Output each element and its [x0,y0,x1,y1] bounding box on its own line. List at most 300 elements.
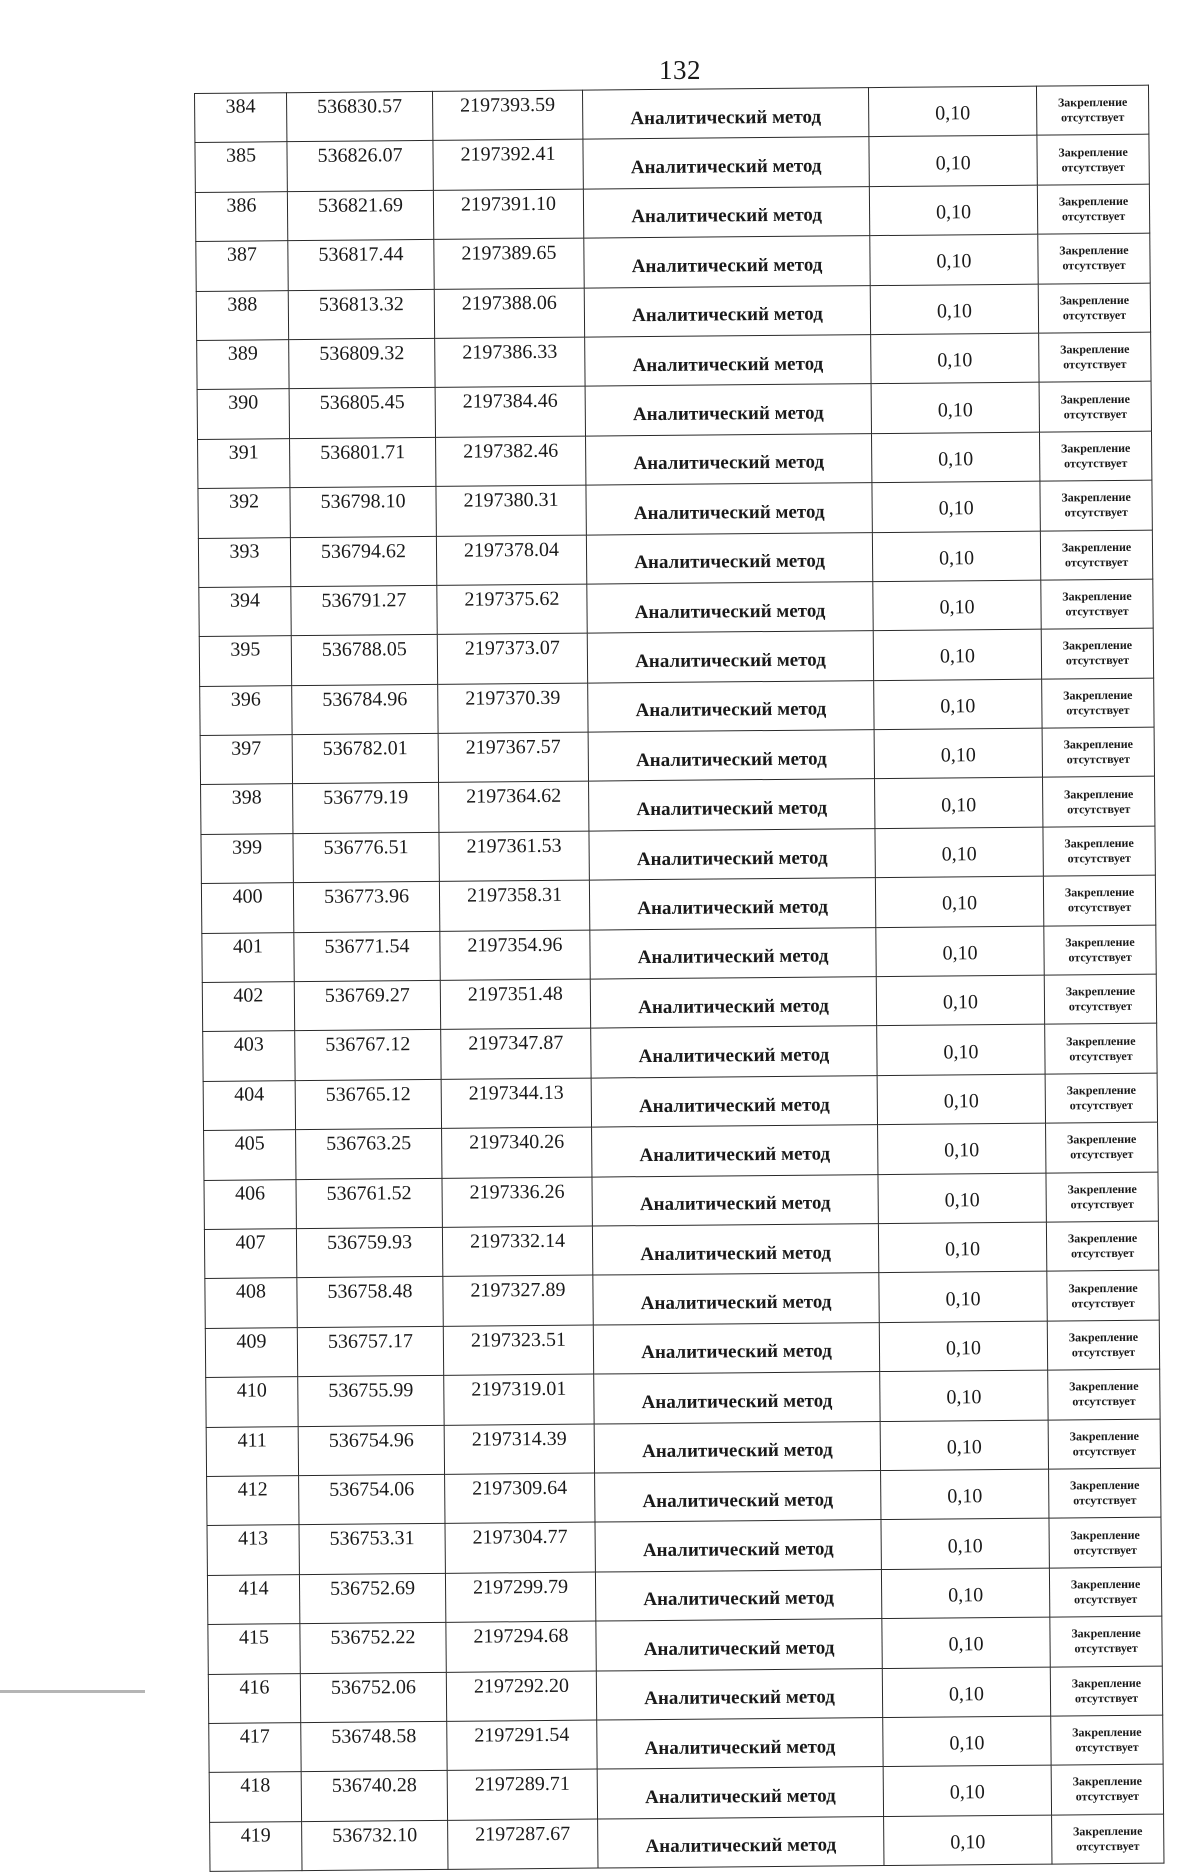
x-coordinate-cell: 536821.69 [287,190,433,241]
table-body [195,85,1164,1871]
x-coordinate-cell: 536767.12 [295,1030,441,1081]
table-row [206,1369,1160,1427]
method-cell: Аналитический метод [595,1470,881,1522]
x-coordinate-cell: 536755.99 [298,1376,444,1427]
fixation-line-1: Закрепление [1064,885,1135,900]
accuracy-cell: 0,10 [874,728,1042,779]
accuracy-cell: 0,10 [877,1025,1045,1076]
fixation-line-1: Закрепление [1060,440,1131,456]
fixation-line-1: Закрепление [1066,1132,1137,1147]
fixation-cell [1038,283,1150,333]
accuracy-cell: 0,10 [883,1716,1051,1767]
table-row [207,1468,1161,1526]
x-coordinate-cell: 536740.28 [301,1771,447,1822]
method-cell: Аналитический метод [586,532,872,584]
fixation-line-2: отсутствует [1074,1690,1139,1706]
table-row [199,579,1153,637]
fixation-cell [1049,1517,1161,1567]
x-coordinate-cell: 536809.32 [289,338,435,389]
fixation-line-2: отсутствует [1066,702,1130,718]
point-number-cell: 410 [206,1377,298,1427]
fixation-line-1: Закрепление [1061,539,1132,555]
fixation-cell [1041,579,1153,629]
accuracy-cell: 0,10 [870,234,1038,285]
method-cell: Аналитический метод [589,828,875,880]
fixation-line-1: Закрепление [1063,737,1133,752]
method-cell: Аналитический метод [594,1372,880,1424]
fixation-line-2: отсутствует [1062,258,1126,273]
y-coordinate-cell: 2197373.07 [437,633,587,684]
accuracy-cell: 0,10 [878,1222,1046,1273]
accuracy-cell: 0,10 [871,382,1039,433]
fixation-line-1: Закрепление [1060,391,1130,406]
method-cell: Аналитический метод [585,335,871,387]
fixation-line-1: Закрепление [1069,1379,1139,1394]
fixation-line-1: Закрепление [1066,1033,1136,1049]
fixation-line-1: Закрепление [1062,588,1132,604]
fixation-cell [1049,1468,1161,1518]
method-cell: Аналитический метод [592,1224,878,1276]
method-cell: Аналитический метод [586,433,872,485]
accuracy-cell: 0,10 [879,1321,1047,1372]
fixation-line-2: отсутствует [1066,752,1131,767]
fixation-line-2: отсутствует [1075,1739,1139,1755]
table-row [197,382,1151,440]
accuracy-cell: 0,10 [882,1617,1050,1668]
fixation-line-2: отсутствует [1062,307,1127,323]
fixation-cell [1050,1616,1162,1666]
method-cell: Аналитический метод [598,1816,884,1868]
point-number-cell: 387 [196,241,288,291]
accuracy-cell: 0,10 [882,1667,1050,1718]
method-cell: Аналитический метод [590,977,876,1029]
fixation-line-2: отсутствует [1063,357,1127,372]
point-number-cell: 406 [204,1179,296,1229]
fixation-line-1: Закрепление [1072,1823,1143,1839]
fixation-line-1: Закрепление [1071,1626,1141,1641]
method-cell: Аналитический метод [584,236,870,288]
fixation-cell [1049,1567,1161,1617]
fixation-cell [1042,727,1154,777]
fixation-cell [1045,1024,1157,1074]
accuracy-cell: 0,10 [873,580,1041,631]
x-coordinate-cell: 536732.10 [302,1820,448,1871]
x-coordinate-cell: 536761.52 [296,1178,442,1229]
accuracy-cell: 0,10 [881,1518,1049,1569]
fixation-line-1: Закрепление [1067,1230,1138,1246]
x-coordinate-cell: 536813.32 [288,289,434,340]
fixation-line-2: отсутствует [1065,603,1129,619]
point-number-cell: 389 [197,340,289,390]
fixation-cell [1044,974,1156,1024]
accuracy-cell: 0,10 [871,333,1039,384]
y-coordinate-cell: 2197392.41 [433,139,583,190]
fixation-line-1: Закрепление [1072,1774,1143,1789]
fixation-line-1: Закрепление [1058,144,1128,160]
table-row [198,530,1152,588]
fixation-line-1: Закрепление [1059,243,1129,258]
point-number-cell: 402 [202,982,294,1032]
fixation-line-2: отсутствует [1061,110,1125,125]
x-coordinate-cell: 536817.44 [288,240,434,291]
x-coordinate-cell: 536771.54 [294,931,440,982]
point-number-cell: 384 [195,93,287,143]
fixation-line-2: отсутствует [1065,653,1130,668]
accuracy-cell: 0,10 [869,185,1037,236]
y-coordinate-cell: 2197294.68 [446,1621,596,1672]
x-coordinate-cell: 536759.93 [296,1227,442,1278]
fixation-cell [1040,530,1152,580]
method-cell: Аналитический метод [596,1619,882,1671]
fixation-line-2: отсутствует [1074,1641,1138,1656]
point-number-cell: 394 [199,587,291,637]
point-number-cell: 416 [208,1673,300,1723]
fixation-line-1: Закрепление [1065,934,1135,950]
x-coordinate-cell: 536752.69 [299,1573,445,1624]
method-cell: Аналитический метод [588,680,874,732]
table-row [209,1764,1163,1822]
accuracy-cell: 0,10 [880,1370,1048,1421]
x-coordinate-cell: 536776.51 [293,832,439,883]
fixation-line-2: отсутствует [1061,159,1125,175]
fixation-line-2: отсутствует [1064,455,1128,471]
method-cell: Аналитический метод [587,631,873,683]
x-coordinate-cell: 536754.06 [299,1474,445,1525]
page-number: 132 [659,55,701,85]
method-cell: Аналитический метод [592,1174,878,1226]
point-number-cell: 385 [195,142,287,192]
table-row [196,233,1150,291]
point-number-cell: 411 [206,1426,298,1476]
accuracy-cell: 0,10 [876,975,1044,1026]
table-row [203,1073,1157,1131]
method-cell: Аналитический метод [585,384,871,436]
fixation-line-1: Закрепление [1069,1477,1140,1493]
method-cell: Аналитический метод [587,582,873,634]
y-coordinate-cell: 2197289.71 [447,1769,597,1820]
table-row [210,1814,1164,1872]
x-coordinate-cell: 536754.96 [298,1425,444,1476]
fixation-cell [1046,1122,1158,1172]
point-number-cell: 401 [202,932,294,982]
method-cell: Аналитический метод [589,878,875,930]
table-row [198,480,1152,538]
point-number-cell: 413 [207,1525,299,1575]
point-number-cell: 409 [205,1327,297,1377]
y-coordinate-cell: 2197336.26 [442,1177,592,1228]
table-row [207,1517,1161,1575]
point-number-cell: 407 [204,1229,296,1279]
accuracy-cell: 0,10 [875,827,1043,878]
fixation-cell [1043,777,1155,827]
x-coordinate-cell: 536748.58 [301,1721,447,1772]
x-coordinate-cell: 536798.10 [290,487,436,538]
fixation-line-2: отсутствует [1071,1295,1135,1310]
point-number-cell: 419 [210,1821,302,1871]
accuracy-cell: 0,10 [877,1074,1045,1125]
method-cell: Аналитический метод [591,1026,877,1078]
y-coordinate-cell: 2197364.62 [439,782,589,833]
point-number-cell: 415 [208,1624,300,1674]
fixation-cell [1037,184,1149,234]
point-number-cell: 391 [198,438,290,488]
fixation-line-2: отсутствует [1070,1246,1135,1261]
fixation-line-2: отсутствует [1072,1394,1136,1409]
method-cell: Аналитический метод [593,1273,879,1325]
fixation-line-2: отсутствует [1064,554,1129,570]
y-coordinate-cell: 2197323.51 [443,1325,593,1376]
method-cell: Аналитический метод [595,1520,881,1572]
y-coordinate-cell: 2197292.20 [446,1671,596,1722]
fixation-cell [1039,431,1151,481]
y-coordinate-cell: 2197327.89 [443,1275,593,1326]
point-number-cell: 395 [199,636,291,686]
y-coordinate-cell: 2197304.77 [445,1522,595,1573]
table-row [200,678,1154,736]
accuracy-cell: 0,10 [876,926,1044,977]
accuracy-cell: 0,10 [880,1420,1048,1471]
fixation-line-1: Закрепление [1058,193,1129,209]
y-coordinate-cell: 2197384.46 [435,386,585,437]
method-cell: Аналитический метод [592,1125,878,1177]
point-number-cell: 390 [197,389,289,439]
x-coordinate-cell: 536752.22 [300,1622,446,1673]
fixation-cell [1046,1172,1158,1222]
x-coordinate-cell: 536769.27 [294,980,440,1031]
table-row [198,431,1152,489]
point-number-cell: 418 [209,1772,301,1822]
table-row [201,826,1155,884]
fixation-line-1: Закрепление [1060,341,1130,357]
table-row [209,1715,1163,1773]
method-cell: Аналитический метод [594,1421,880,1473]
y-coordinate-cell: 2197319.01 [444,1374,594,1425]
accuracy-cell: 0,10 [872,531,1040,582]
fixation-line-1: Закрепление [1064,835,1134,851]
point-number-cell: 405 [204,1130,296,1180]
fixation-line-1: Закрепление [1063,786,1134,802]
fixation-cell [1037,135,1149,185]
x-coordinate-cell: 536758.48 [297,1277,443,1328]
accuracy-cell: 0,10 [869,136,1037,187]
fixation-line-1: Закрепление [1057,95,1128,110]
table-row [202,925,1156,983]
point-number-cell: 396 [200,685,292,735]
method-cell: Аналитический метод [586,483,872,535]
point-number-cell: 397 [200,735,292,785]
accuracy-cell: 0,10 [871,432,1039,483]
x-coordinate-cell: 536782.01 [292,733,438,784]
table-row [195,135,1149,193]
fixation-line-2: отсутствует [1067,900,1132,915]
method-cell: Аналитический метод [584,285,870,337]
fixation-cell [1043,875,1155,925]
fixation-cell [1040,480,1152,530]
y-coordinate-cell: 2197367.57 [438,732,588,783]
fixation-line-2: отсутствует [1069,1097,1134,1113]
x-coordinate-cell: 536757.17 [297,1326,443,1377]
accuracy-cell: 0,10 [870,284,1038,335]
fixation-line-2: отсутствует [1073,1542,1137,1557]
x-coordinate-cell: 536794.62 [290,536,436,587]
accuracy-cell: 0,10 [875,778,1043,829]
y-coordinate-cell: 2197389.65 [434,238,584,289]
fixation-line-1: Закрепление [1071,1675,1142,1691]
accuracy-cell: 0,10 [872,481,1040,532]
x-coordinate-cell: 536779.19 [293,783,439,834]
accuracy-cell: 0,10 [878,1173,1046,1224]
table-row [201,875,1155,933]
method-cell: Аналитический метод [588,730,874,782]
fixation-line-2: отсутствует [1067,850,1131,866]
table-row [208,1666,1162,1724]
fixation-line-1: Закрепление [1068,1280,1138,1295]
fixation-cell [1047,1320,1159,1370]
table-row [204,1221,1158,1279]
fixation-cell [1041,628,1153,678]
table-row [205,1320,1159,1378]
fixation-cell [1045,1073,1157,1123]
y-coordinate-cell: 2197344.13 [441,1078,591,1129]
fixation-line-2: отсутствует [1075,1789,1140,1804]
accuracy-cell: 0,10 [878,1123,1046,1174]
accuracy-cell: 0,10 [874,679,1042,730]
x-coordinate-cell: 536773.96 [293,882,439,933]
fixation-cell [1048,1419,1160,1469]
table-row [206,1419,1160,1477]
y-coordinate-cell: 2197347.87 [441,1028,591,1079]
fixation-cell [1051,1764,1163,1814]
accuracy-cell: 0,10 [881,1469,1049,1520]
method-cell: Аналитический метод [591,1075,877,1127]
accuracy-cell: 0,10 [881,1568,1049,1619]
method-cell: Аналитический метод [593,1322,879,1374]
x-coordinate-cell: 536763.25 [296,1129,442,1180]
table-row [195,184,1149,242]
fixation-cell [1051,1715,1163,1765]
y-coordinate-cell: 2197340.26 [442,1127,592,1178]
x-coordinate-cell: 536765.12 [295,1079,441,1130]
fixation-line-2: отсутствует [1068,999,1133,1014]
y-coordinate-cell: 2197351.48 [440,979,590,1030]
y-coordinate-cell: 2197382.46 [436,436,586,487]
method-cell: Аналитический метод [583,137,869,189]
point-number-cell: 412 [207,1476,299,1526]
y-coordinate-cell: 2197314.39 [444,1424,594,1475]
fixation-cell [1052,1814,1164,1864]
fixation-line-2: отсутствует [1063,406,1128,421]
fixation-cell [1039,332,1151,382]
y-coordinate-cell: 2197386.33 [435,337,585,388]
accuracy-cell: 0,10 [884,1815,1052,1866]
accuracy-cell: 0,10 [879,1271,1047,1322]
table-row [200,727,1154,785]
accuracy-cell: 0,10 [868,86,1036,137]
fixation-line-2: отсутствует [1073,1591,1138,1607]
fixation-cell [1050,1666,1162,1716]
method-cell: Аналитический метод [597,1767,883,1819]
coordinates-table-wrap [194,85,1163,1872]
x-coordinate-cell: 536788.05 [291,635,437,686]
point-number-cell: 417 [209,1723,301,1773]
fixation-line-1: Закрепление [1066,1082,1136,1098]
table-row [196,283,1150,341]
coordinates-table [194,85,1164,1872]
fixation-cell [1043,826,1155,876]
y-coordinate-cell: 2197361.53 [439,831,589,882]
x-coordinate-cell: 536791.27 [291,585,437,636]
fixation-cell [1039,382,1151,432]
fixation-cell [1042,678,1154,728]
fixation-line-2: отсутствует [1067,801,1131,817]
fixation-line-2: отсутствует [1070,1196,1134,1212]
table-row [197,332,1151,390]
table-row [205,1271,1159,1329]
accuracy-cell: 0,10 [873,629,1041,680]
fixation-cell [1038,233,1150,283]
x-coordinate-cell: 536801.71 [290,437,436,488]
point-number-cell: 400 [201,883,293,933]
point-number-cell: 392 [198,488,290,538]
method-cell: Аналитический метод [589,779,875,831]
fixation-line-1: Закрепление [1070,1527,1140,1542]
scan-edge-line [0,1690,145,1693]
fixation-line-2: отсутствует [1064,505,1128,520]
x-coordinate-cell: 536830.57 [287,91,433,142]
point-number-cell: 404 [203,1080,295,1130]
fixation-line-2: отсутствует [1070,1147,1134,1162]
table-row [204,1122,1158,1180]
y-coordinate-cell: 2197378.04 [436,535,586,586]
fixation-line-2: отсутствует [1072,1443,1137,1459]
fixation-line-1: Закрепление [1070,1576,1141,1592]
x-coordinate-cell: 536826.07 [287,141,433,192]
fixation-line-1: Закрепление [1065,984,1136,999]
method-cell: Аналитический метод [590,927,876,979]
accuracy-cell: 0,10 [883,1765,1051,1816]
point-number-cell: 399 [201,834,293,884]
table-row [202,974,1156,1032]
fixation-cell [1046,1221,1158,1271]
table-row [195,85,1149,143]
accuracy-cell: 0,10 [875,876,1043,927]
point-number-cell: 386 [195,191,287,241]
fixation-line-1: Закрепление [1059,292,1130,308]
fixation-cell [1047,1271,1159,1321]
method-cell: Аналитический метод [595,1569,881,1621]
fixation-cell [1036,85,1148,135]
fixation-line-2: отсутствует [1071,1344,1136,1360]
point-number-cell: 403 [203,1031,295,1081]
y-coordinate-cell: 2197309.64 [445,1473,595,1524]
fixation-line-2: отсутствует [1061,208,1126,224]
table-row [208,1616,1162,1674]
point-number-cell: 393 [198,537,290,587]
y-coordinate-cell: 2197375.62 [437,584,587,635]
y-coordinate-cell: 2197291.54 [447,1720,597,1771]
table-row [203,1024,1157,1082]
fixation-line-2: отсутствует [1073,1492,1137,1508]
fixation-line-1: Закрепление [1072,1724,1142,1740]
y-coordinate-cell: 2197358.31 [439,880,589,931]
x-coordinate-cell: 536753.31 [299,1524,445,1575]
fixation-line-2: отсутствует [1068,949,1132,965]
fixation-line-1: Закрепление [1067,1181,1137,1197]
fixation-line-1: Закрепление [1061,490,1131,505]
method-cell: Аналитический метод [582,88,868,140]
point-number-cell: 408 [205,1278,297,1328]
table-row [201,777,1155,835]
